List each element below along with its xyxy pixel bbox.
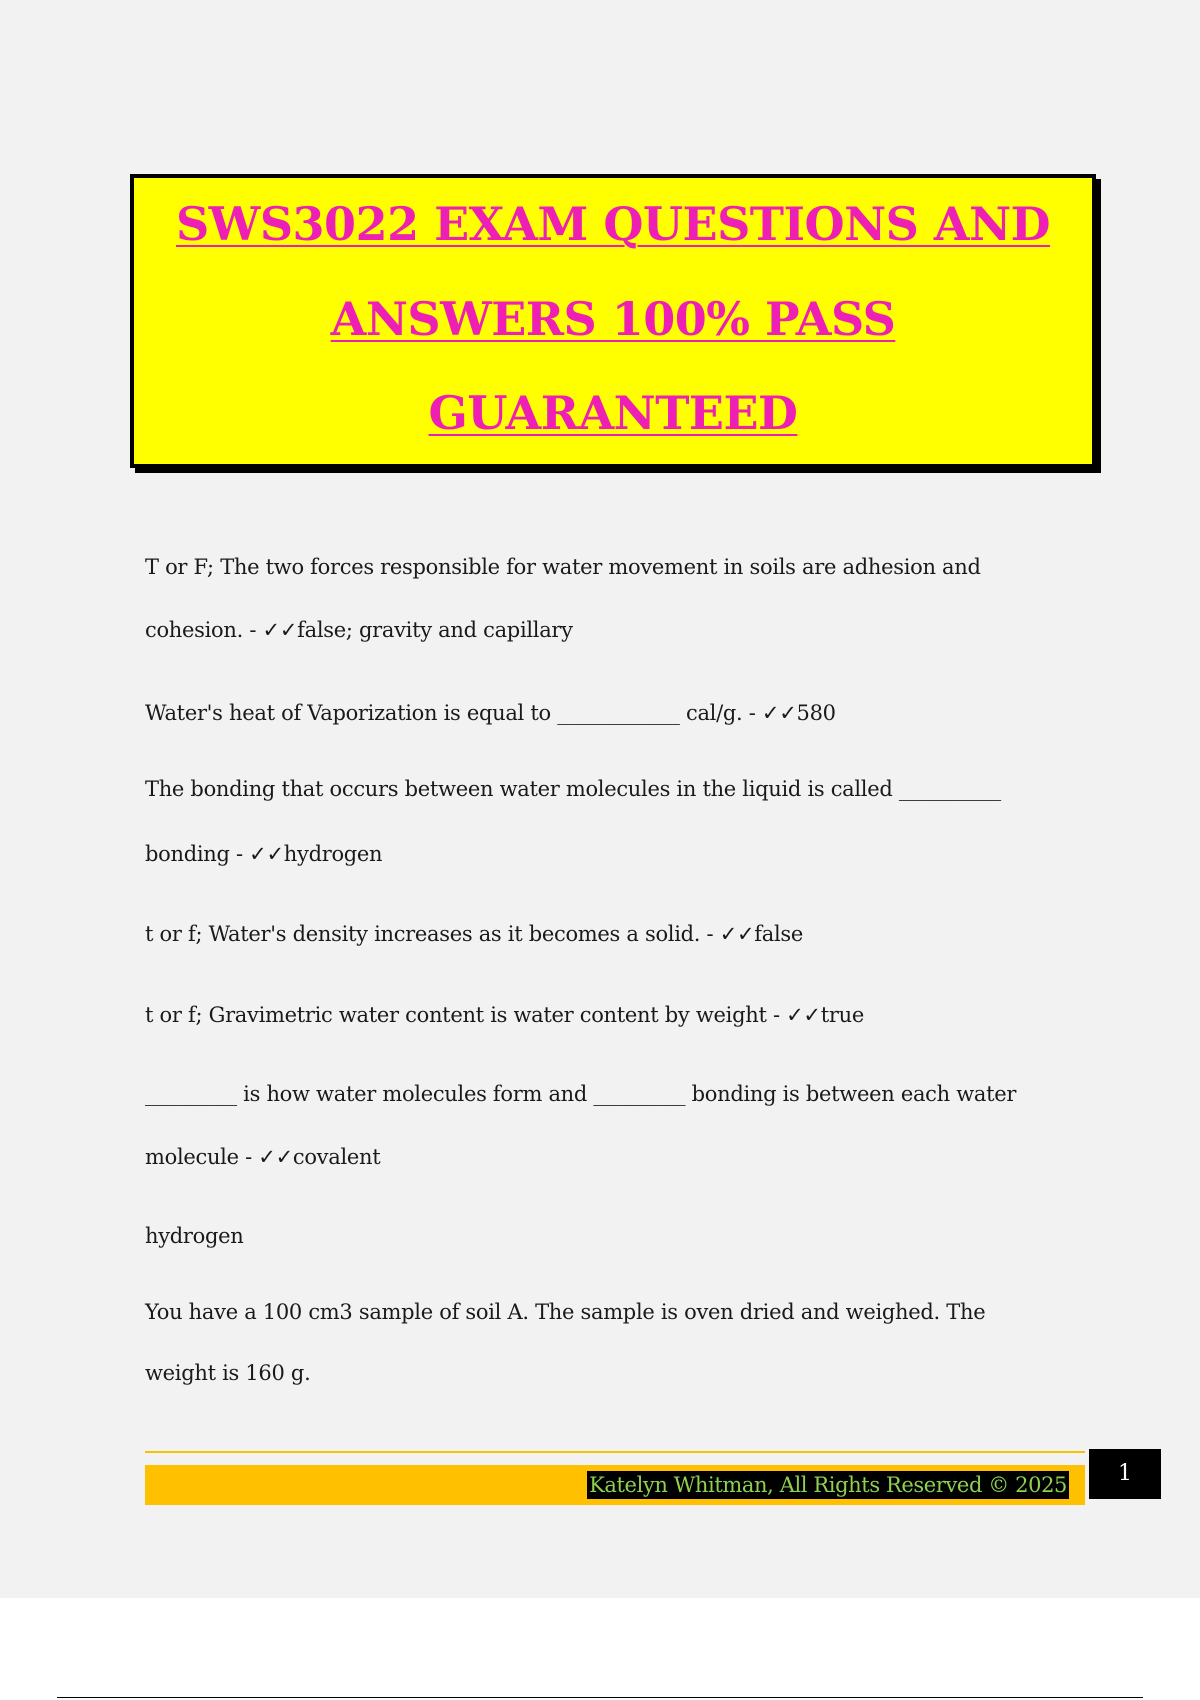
answer-line: bonding - ✓✓hydrogen: [145, 842, 383, 866]
question-line: t or f; Water's density increases as it becomes a solid. - ✓✓false: [145, 922, 804, 946]
question-line: The bonding that occurs between water molecules in the liquid is called __________: [145, 777, 1001, 801]
footer-divider: [145, 1451, 1085, 1453]
title-line-1: SWS3022 EXAM QUESTIONS AND: [175, 197, 1051, 251]
answer-line: molecule - ✓✓covalent: [145, 1145, 381, 1169]
answer-line: hydrogen: [145, 1224, 244, 1248]
title-line-3: GUARANTEED: [428, 386, 798, 440]
bottom-divider: [57, 1697, 1143, 1698]
footer-band: [145, 1465, 1085, 1505]
question-line: T or F; The two forces responsible for water movement in soils are adhesion and: [145, 555, 981, 579]
page-number: 1: [1089, 1449, 1161, 1499]
question-line: _________ is how water molecules form and _________ bonding is between each water: [145, 1082, 1017, 1106]
answer-line: cohesion. - ✓✓false; gravity and capillary: [145, 618, 573, 642]
title-box: [130, 174, 1096, 468]
question-line: weight is 160 g.: [145, 1361, 311, 1385]
question-line: Water's heat of Vaporization is equal to ____________ cal/g. - ✓✓580: [145, 701, 836, 725]
title-line-2: ANSWERS 100% PASS: [330, 292, 896, 346]
copyright-text: Katelyn Whitman, All Rights Reserved © 2025: [589, 1473, 1067, 1497]
question-line: t or f; Gravimetric water content is water content by weight - ✓✓true: [145, 1003, 864, 1027]
question-line: You have a 100 cm3 sample of soil A. The sample is oven dried and weighed. The: [145, 1300, 986, 1324]
